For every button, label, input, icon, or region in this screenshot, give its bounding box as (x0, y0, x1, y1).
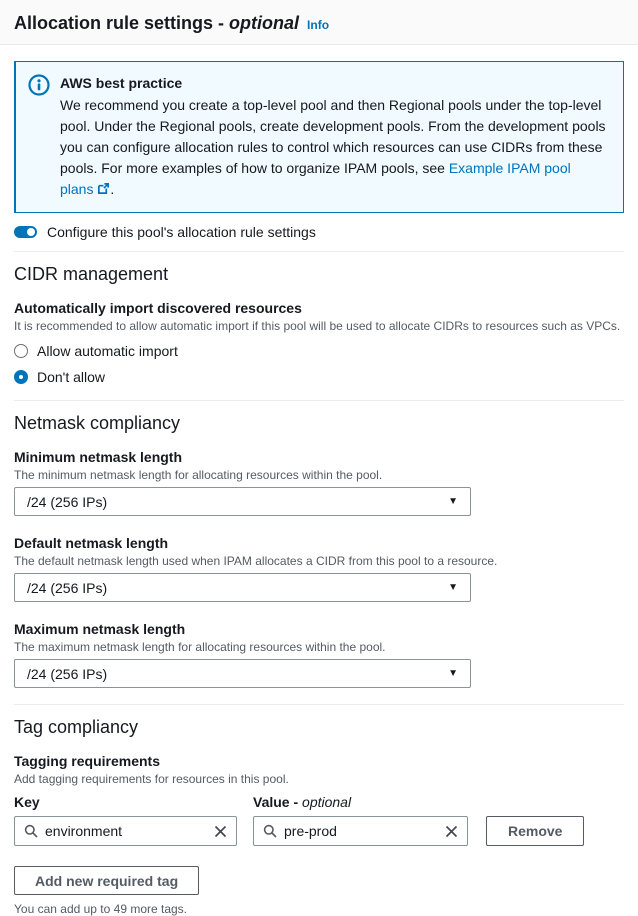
select-value: /24 (256 IPs) (27, 493, 108, 510)
divider (14, 400, 624, 401)
best-practice-body: We recommend you create a top-level pool and then Regional pools under the top-level pool. Under the Regional pools, create development pools. From the development pools you can configure allocation rules to control which resources can use CIDRs from these pools. For more examples of how to organize IPAM pools, see (60, 97, 606, 176)
chevron-down-icon: ▼ (448, 496, 458, 507)
radio-allow-automatic-import[interactable] (14, 343, 624, 359)
tag-key-input-wrapper (14, 816, 237, 846)
tag-value-input[interactable] (284, 823, 438, 839)
value-label-optional: optional (302, 794, 352, 810)
radio-dont-allow[interactable] (14, 369, 624, 385)
best-practice-body-end: . (110, 181, 115, 197)
search-icon (24, 824, 38, 838)
value-label (253, 794, 468, 810)
select-value: /24 (256 IPs) (27, 665, 108, 682)
chevron-down-icon: ▼ (448, 582, 458, 593)
min-netmask-description: The minimum netmask length for allocating resources within the pool. (14, 468, 383, 482)
clear-value-icon[interactable] (445, 825, 458, 838)
tag-compliancy-heading: Tag compliancy (14, 717, 139, 737)
max-netmask-description: The maximum netmask length for allocating resources within the pool. (14, 640, 386, 654)
toggle-label: Configure this pool's allocation rule settings (47, 224, 316, 240)
info-link[interactable]: Info (307, 18, 330, 32)
auto-import-label: Automatically import discovered resources (14, 300, 302, 316)
page-title-text: Allocation rule settings - (14, 13, 230, 33)
default-netmask-description: The default netmask length used when IPAM allocates a CIDR from this pool to a resource. (14, 554, 498, 568)
tags-remaining-text: You can add up to 49 more tags. (14, 902, 188, 916)
page-title-optional: optional (229, 13, 300, 33)
select-value: /24 (256 IPs) (27, 579, 108, 596)
example-pool-plans-link[interactable]: Example IPAM pool plans (60, 160, 571, 197)
key-label: Key (14, 794, 40, 810)
divider (14, 251, 624, 252)
section-header (0, 0, 638, 45)
max-netmask-select[interactable] (14, 659, 471, 688)
tag-value-input-wrapper (253, 816, 468, 846)
radio-button-icon[interactable] (14, 344, 28, 358)
page-title (14, 13, 299, 34)
best-practice-text (60, 73, 607, 201)
radio-label: Allow automatic import (37, 343, 178, 359)
default-netmask-label: Default netmask length (14, 535, 169, 551)
cidr-management-heading: CIDR management (14, 264, 169, 284)
tag-key-column (14, 794, 237, 846)
allocation-toggle[interactable] (14, 226, 37, 238)
search-icon (263, 824, 277, 838)
clear-key-icon[interactable] (214, 825, 227, 838)
info-icon (28, 74, 50, 201)
max-netmask-field (14, 621, 624, 688)
radio-button-icon-selected[interactable] (14, 370, 28, 384)
auto-import-description: It is recommended to allow automatic import if this pool will be used to allocate CIDRs to resources such as VPCs. (14, 319, 621, 333)
best-practice-title: AWS best practice (60, 75, 183, 91)
default-netmask-select[interactable] (14, 573, 471, 602)
remove-button[interactable]: Remove (486, 816, 584, 846)
tag-row (14, 794, 624, 846)
tagging-requirements-description: Add tagging requirements for resources in this pool. (14, 772, 289, 786)
min-netmask-field (14, 449, 624, 516)
divider (14, 704, 624, 705)
toggle-knob (27, 228, 35, 236)
allocation-toggle-row (14, 224, 624, 240)
value-label-text: Value - (253, 794, 303, 810)
add-new-required-tag-button[interactable]: Add new required tag (14, 866, 199, 895)
chevron-down-icon: ▼ (448, 668, 458, 679)
min-netmask-label: Minimum netmask length (14, 449, 183, 465)
min-netmask-select[interactable] (14, 487, 471, 516)
tag-value-column (253, 794, 468, 846)
default-netmask-field (14, 535, 624, 602)
max-netmask-label: Maximum netmask length (14, 621, 186, 637)
external-link-icon[interactable] (97, 180, 110, 201)
tag-key-input[interactable] (45, 823, 207, 839)
best-practice-box (14, 61, 624, 213)
tagging-requirements-label: Tagging requirements (14, 753, 160, 769)
netmask-compliancy-heading: Netmask compliancy (14, 413, 181, 433)
radio-label: Don't allow (37, 369, 106, 385)
